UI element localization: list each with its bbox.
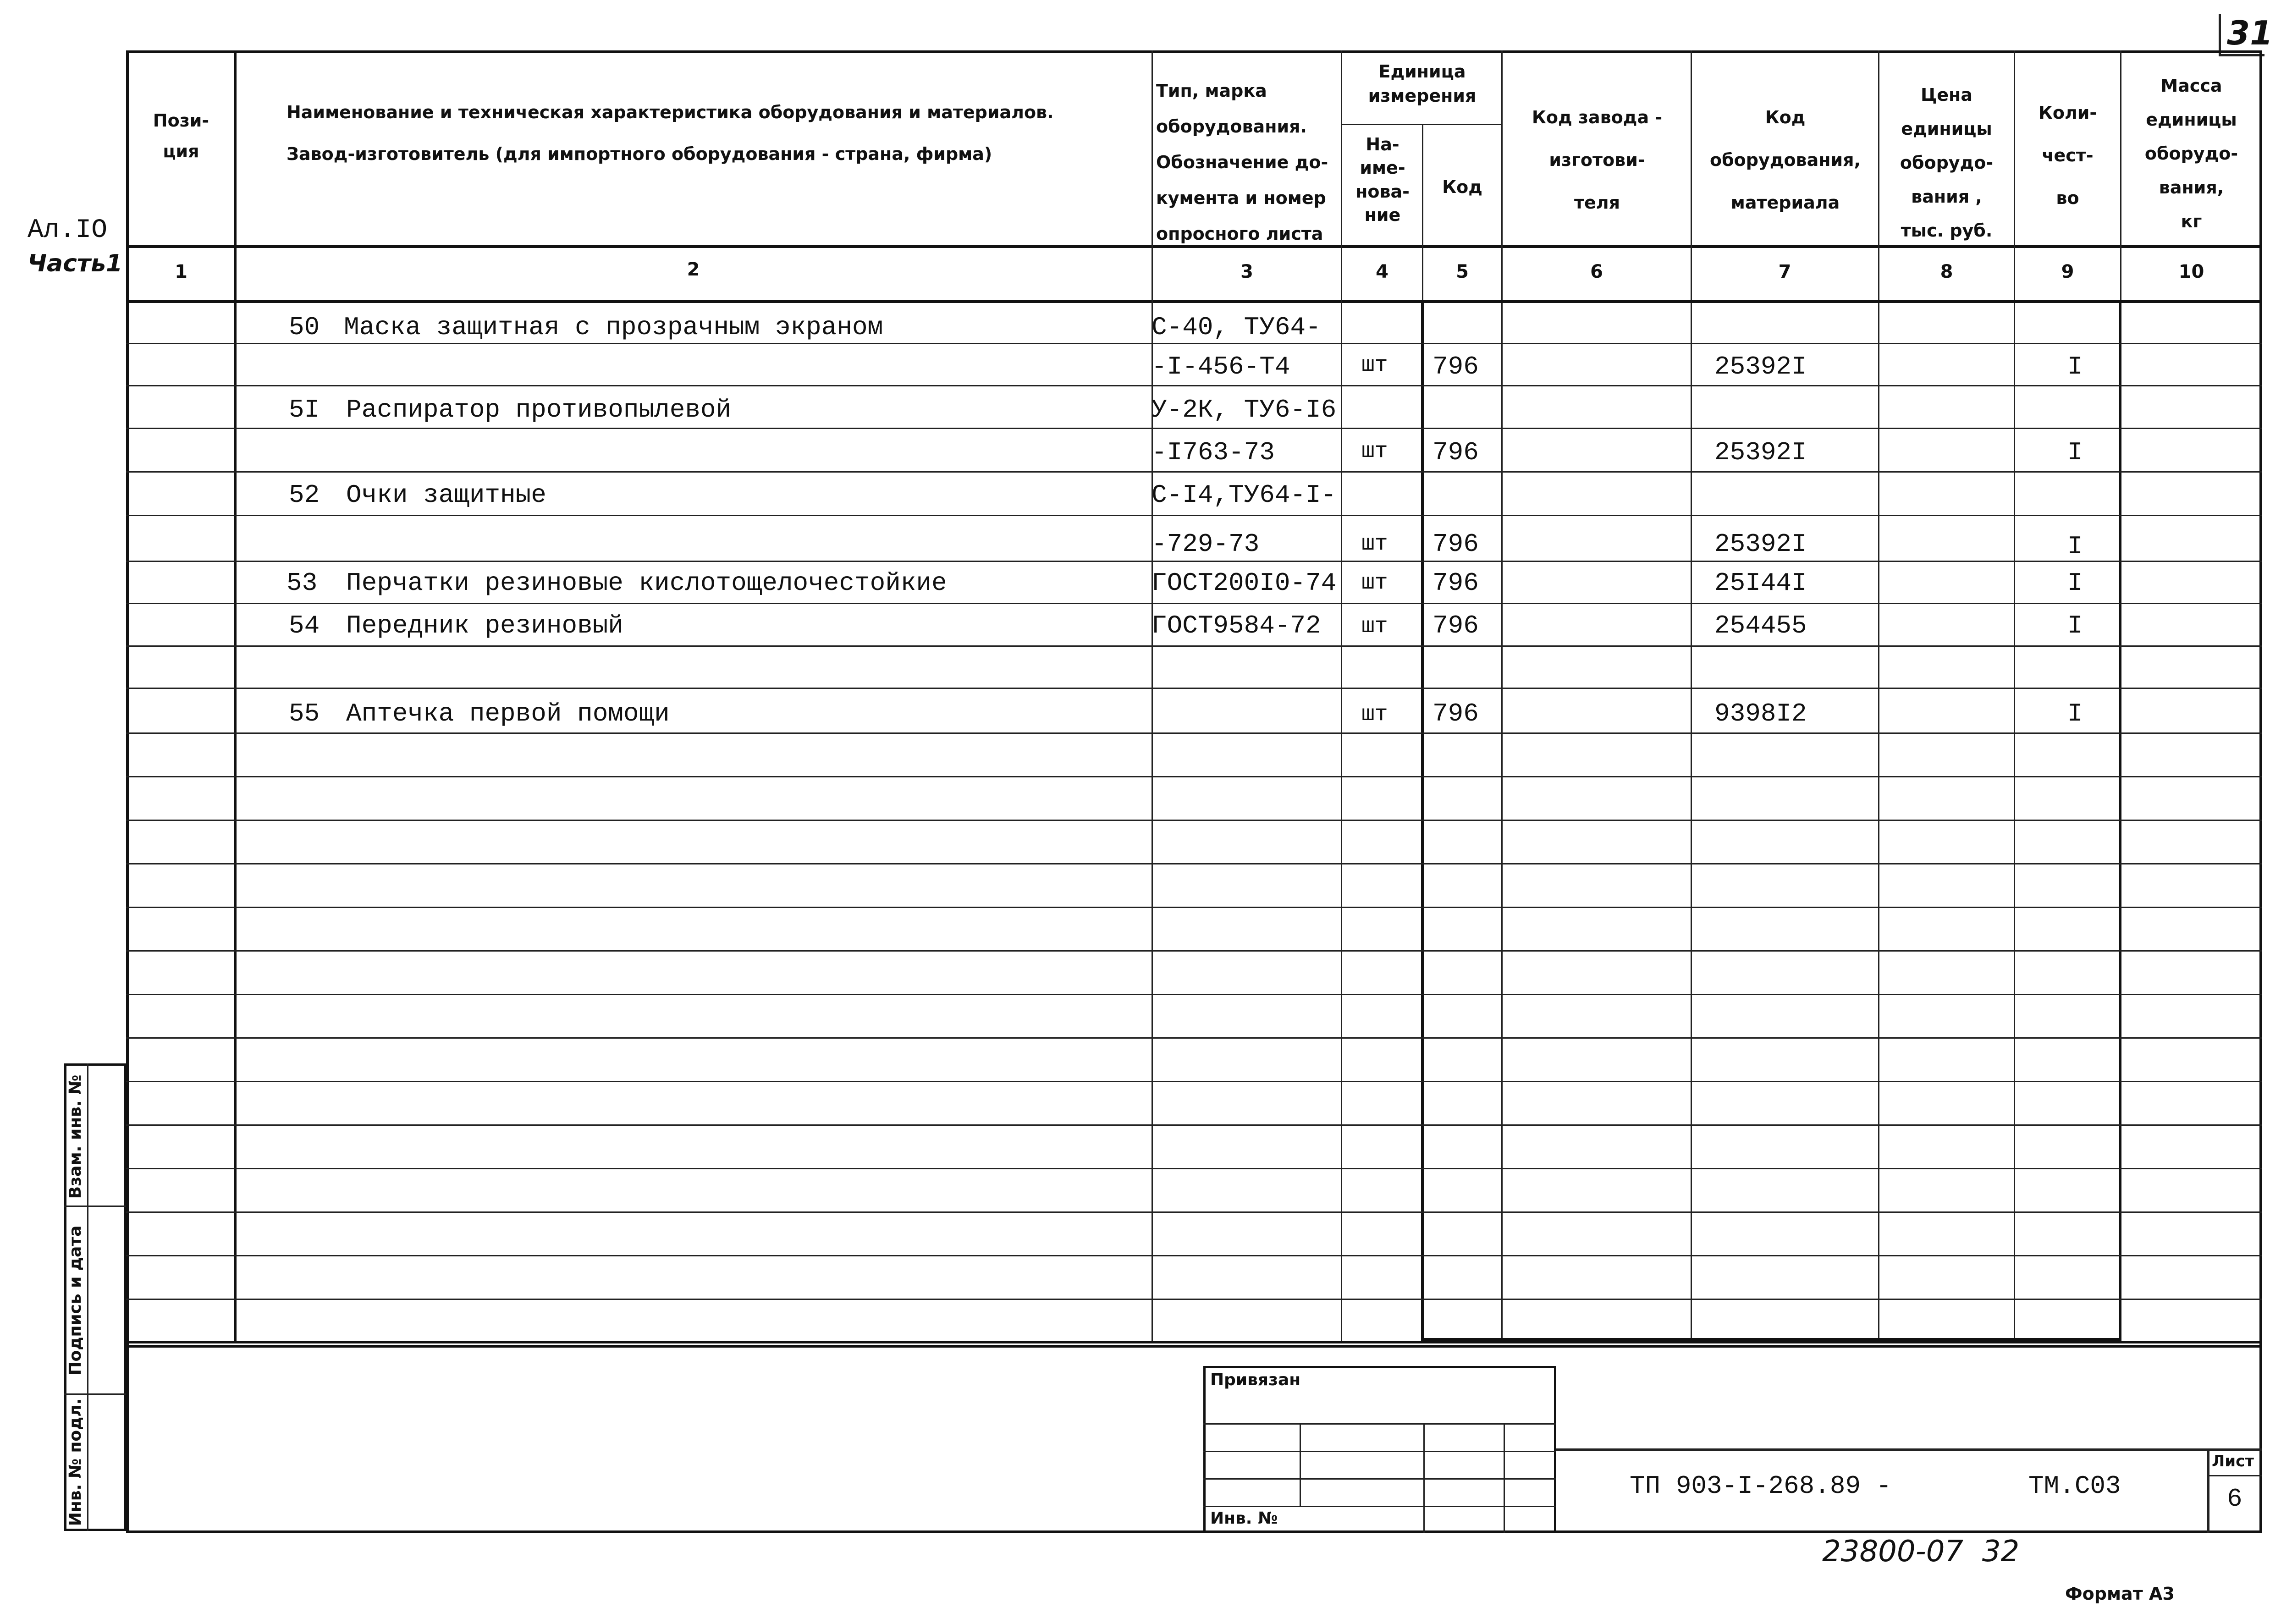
row-51-mat: 25392I	[1714, 438, 1807, 467]
row-52-type-1: С-I4,ТУ64-I-	[1152, 480, 1337, 510]
row-54-name: Передник резиновый	[346, 611, 623, 640]
row-line	[126, 603, 2262, 604]
row-line	[126, 1037, 2262, 1039]
colnum-7: 7	[1778, 261, 1791, 282]
row-line	[126, 1168, 2262, 1169]
row-53-pos: 53	[286, 568, 318, 598]
row-line	[126, 863, 2262, 864]
header-col8: Цена единицы оборудо- вания , тыс. руб.	[1900, 85, 1994, 241]
row-51-unit: шт	[1361, 439, 1388, 464]
row-51-name: Распиратор противопылевой	[346, 395, 732, 424]
col-sep-2	[1152, 50, 1153, 1343]
doc-suffix: ТМ.С03	[2028, 1471, 2121, 1501]
colnum-6: 6	[1590, 261, 1603, 282]
row-50-code: 796	[1432, 352, 1479, 381]
bottom-frame	[126, 1341, 2262, 1533]
row-line	[126, 1081, 2262, 1082]
row-52-unit: шт	[1361, 532, 1388, 556]
row-line	[126, 907, 2262, 908]
side-stamp-field-2: Подпись и дата	[66, 1225, 85, 1376]
header-col7: Код оборудования, материала	[1710, 107, 1861, 213]
row-51-code: 796	[1432, 438, 1479, 467]
row-51-type-1: У-2К, ТУ6-I6	[1152, 395, 1337, 424]
row-53-name: Перчатки резиновые кислотощелочестойкие	[346, 568, 947, 598]
row-53-mat: 25I44I	[1714, 568, 1807, 598]
row-54-code: 796	[1432, 611, 1479, 640]
colnum-2: 2	[687, 259, 700, 280]
format-label: Формат А3	[2065, 1584, 2175, 1604]
side-stamp-divider	[87, 1063, 88, 1531]
header-unit-group: Единица измерения	[1368, 61, 1477, 106]
sheet-label: Лист	[2212, 1452, 2254, 1470]
sheet-box-left	[2207, 1448, 2209, 1533]
inv-no-label: Инв. №	[1210, 1509, 1278, 1528]
colnum-4: 4	[1376, 261, 1388, 282]
row-line	[126, 561, 2262, 562]
colnum-8: 8	[1940, 261, 1953, 282]
row-54-mat: 254455	[1714, 611, 1807, 640]
row-line	[126, 732, 2262, 734]
row-line	[126, 776, 2262, 777]
row-54-qty: I	[2067, 611, 2083, 640]
row-line	[126, 471, 2262, 473]
row-line	[126, 645, 2262, 647]
row-52-mat: 25392I	[1714, 529, 1807, 559]
corner-line	[2219, 14, 2221, 55]
row-51-qty: I	[2067, 438, 2083, 467]
row-53-unit: шт	[1361, 571, 1388, 595]
colnum-9: 9	[2061, 261, 2074, 282]
row-55-mat: 9398I2	[1714, 699, 1807, 728]
row-54-pos: 54	[289, 611, 320, 640]
row-51-pos: 5I	[289, 395, 320, 424]
row-54-type: ГОСТ9584-72	[1152, 611, 1321, 640]
row-53-code: 796	[1432, 568, 1479, 598]
row-55-pos: 55	[289, 699, 320, 728]
colnum-10: 10	[2178, 261, 2204, 282]
side-label-hand: Часть1	[28, 250, 123, 277]
sheet-box-mid	[2207, 1475, 2262, 1476]
row-line	[126, 385, 2262, 386]
row-50-mat: 25392I	[1714, 352, 1807, 381]
doc-code-top-line	[1556, 1448, 2262, 1451]
colnum-1: 1	[175, 261, 187, 282]
stamp-number: 23800-07 32	[1822, 1535, 2020, 1569]
side-label: Ал.IO	[28, 215, 108, 245]
row-50-unit: шт	[1361, 353, 1388, 378]
row-50-name: Маска защитная с прозрачным экраном	[344, 313, 883, 342]
privyazan-col-1	[1300, 1423, 1301, 1506]
row-line	[126, 950, 2262, 952]
header-col4: На- име- нова- ние	[1355, 134, 1410, 225]
row-line	[126, 515, 2262, 516]
side-stamp-field-3: Инв. № подл.	[66, 1398, 85, 1526]
row-line	[126, 1299, 2262, 1300]
header-col6: Код завода - изготови- теля	[1532, 107, 1663, 213]
row-line	[126, 688, 2262, 689]
colnum-3: 3	[1240, 261, 1253, 282]
col-sep-3	[1341, 50, 1342, 1343]
row-50-type-2: -I-456-Т4	[1152, 352, 1290, 381]
row-50-pos: 50	[289, 313, 320, 342]
row-52-name: Очки защитные	[346, 480, 546, 510]
row-55-code: 796	[1432, 699, 1479, 728]
privyazan-col-2	[1423, 1423, 1425, 1533]
sheet-number: 6	[2227, 1484, 2242, 1514]
row-53-type: ГОСТ200I0-74	[1152, 568, 1337, 598]
row-line	[126, 1255, 2262, 1256]
sheet-corner-number: 31	[2227, 14, 2273, 52]
row-53-qty: I	[2067, 568, 2083, 598]
row-line	[126, 1211, 2262, 1213]
colnum-5: 5	[1456, 261, 1469, 282]
row-55-qty: I	[2067, 699, 2083, 728]
row-55-name: Аптечка первой помощи	[346, 699, 670, 728]
header-col5: Код	[1442, 177, 1482, 197]
row-line	[126, 343, 2262, 344]
row-50-qty: I	[2067, 352, 2083, 381]
row-52-pos: 52	[289, 480, 320, 510]
header-col10: Масса единицы оборудо- вания, кг	[2144, 76, 2238, 232]
row-54-unit: шт	[1361, 614, 1388, 639]
row-line	[126, 1124, 2262, 1126]
side-stamp-field-1: Взам. инв. №	[66, 1074, 85, 1199]
header-col1: Пози- ция	[153, 110, 209, 161]
unit-group-divider	[1341, 124, 1501, 125]
row-51-type-2: -I763-73	[1152, 438, 1275, 467]
row-55-unit: шт	[1361, 702, 1388, 727]
privyazan-label: Привязан	[1210, 1371, 1301, 1389]
header-col3: Тип, марка оборудования. Обозначение до- кумента и номер опросного листа	[1156, 81, 1328, 244]
col-sep-1	[234, 50, 237, 1343]
row-line	[126, 428, 2262, 429]
row-line	[126, 994, 2262, 995]
row-52-qty: I	[2067, 532, 2083, 561]
doc-code: ТП 903-I-268.89 -	[1630, 1471, 1892, 1501]
header-col9: Коли- чест- во	[2038, 103, 2097, 209]
row-52-code: 796	[1432, 529, 1479, 559]
header-col2: Наименование и техническая характеристика оборудования и материалов. Завод-изготовитель (для импортного оборудования - страна, фирма)	[286, 102, 1054, 165]
row-52-type-2: -729-73	[1152, 529, 1260, 559]
privyazan-col-3	[1504, 1423, 1505, 1533]
row-50-type-1: С-40, ТУ64-	[1152, 313, 1321, 342]
row-line	[126, 820, 2262, 821]
